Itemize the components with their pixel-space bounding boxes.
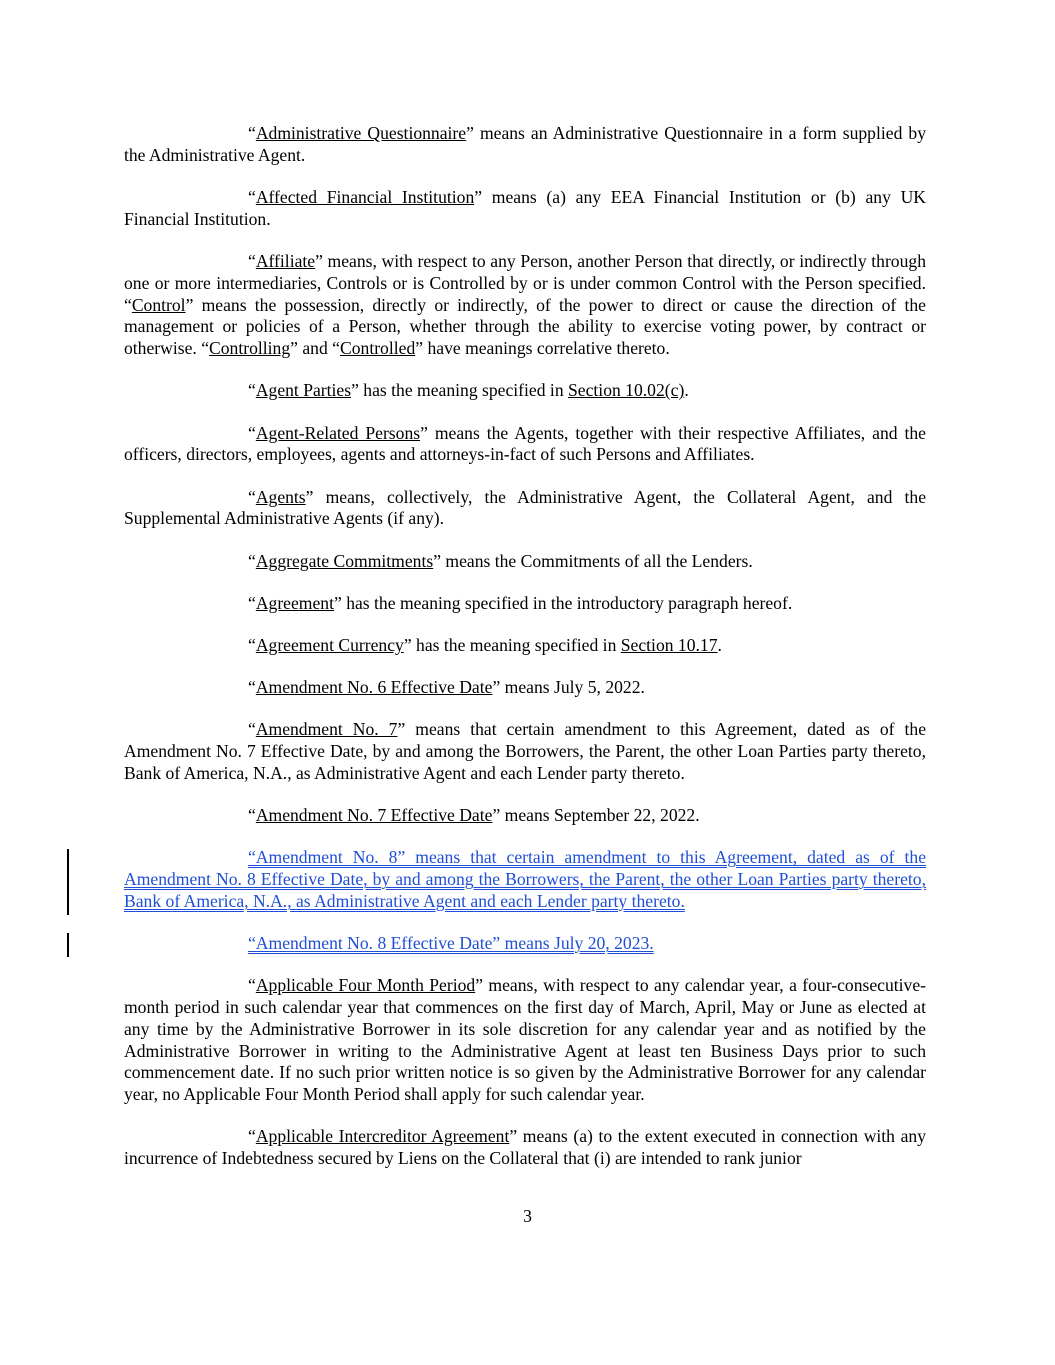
defined-term: Amendment No. 7 Effective Date: [255, 805, 493, 826]
defined-term: Aggregate Commitments: [255, 550, 434, 571]
definition-agreement-currency: “Agreement Currency” has the meaning specified in Section 10.17.: [248, 634, 722, 655]
definition-agreement: “Agreement” has the meaning specified in the introductory paragraph hereof.: [248, 592, 793, 613]
defined-term: Control: [131, 294, 186, 315]
inserted-text: “Amendment No. 8 Effective Date” means July 20, 2023.: [248, 933, 654, 953]
defined-term: Amendment No. 6 Effective Date: [255, 677, 493, 698]
definition-amendment-6-effective-date: “Amendment No. 6 Effective Date” means July 5, 2022.: [248, 677, 645, 698]
defined-term: Applicable Four Month Period: [255, 975, 476, 996]
defined-term: Agents: [255, 486, 306, 507]
inserted-definition-block: [124, 933, 926, 955]
definition-agents: “Agents” means, collectively, the Administrative Agent, the Collateral Agent, and the Supplemental Administrative Agents (if any).: [124, 486, 926, 529]
inserted-definition-block: [124, 847, 926, 912]
defined-term: Agent Parties: [255, 380, 352, 401]
defined-term: Agreement: [255, 592, 334, 613]
defined-term: Affected Financial Institution: [255, 186, 475, 207]
defined-term: Amendment No. 7: [255, 719, 398, 740]
defined-term: Affiliate: [255, 250, 316, 271]
definition-amendment-7: “Amendment No. 7” means that certain amendment to this Agreement, dated as of the Amendment No. 7 Effective Date, by and among the Borrowers, the Parent, the other Loan Parties party thereto, Bank of America, N.A., as Administrative Agent and each Lender party thereto.: [124, 719, 927, 783]
definition-affiliate: “Affiliate” means, with respect to any Person, another Person that directly, or indirectly through one or more intermediaries, Controls or is Controlled by or is under common Control with the Person specified. “Control” means the possession, directly or indirectly, of the power to direct or cause the direction of the management or policies of a Person, whether through the ability to exercise voting power, by contract or otherwise. “Controlling” and “Controlled” have meanings correlative thereto.: [124, 250, 926, 359]
change-bar: [67, 933, 69, 957]
change-bar: [67, 849, 69, 915]
section-reference[interactable]: Section 10.17: [620, 634, 718, 655]
definition-administrative-questionnaire: “Administrative Questionnaire” means an Administrative Questionnaire in a form supplied by the Administrative Agent.: [124, 123, 926, 165]
defined-term: Applicable Intercreditor Agreement: [255, 1126, 510, 1147]
definition-applicable-four-month-period: “Applicable Four Month Period” means, with respect to any calendar year, a four-consecutive-month period in such calendar year that commences on the first day of March, April, May or June as elected at any time by the Administrative Borrower in its sole discretion for any calendar year and as notified by the Administrative Borrower in writing to the Administrative Agent at least ten Business Days prior to such commencement date. If no such prior written notice is so given by the Administrative Borrower for any calendar year, no Applicable Four Month Period shall apply for such calendar year.: [124, 975, 926, 1105]
definition-amendment-8-effective-date: [124, 933, 926, 955]
defined-term: Agreement Currency: [255, 634, 404, 655]
definition-agent-parties: “Agent Parties” has the meaning specified in Section 10.02(c).: [248, 380, 689, 401]
definition-aggregate-commitments: “Aggregate Commitments” means the Commitments of all the Lenders.: [248, 550, 753, 571]
definition-agent-related-persons: “Agent-Related Persons” means the Agents, together with their respective Affiliates, and the officers, directors, employees, agents and attorneys-in-fact of such Persons and Affiliates.: [124, 422, 926, 465]
definition-amendment-7-effective-date: “Amendment No. 7 Effective Date” means September 22, 2022.: [248, 805, 700, 826]
page-number: 3: [523, 1206, 532, 1226]
defined-term: Agent-Related Persons: [255, 422, 421, 443]
defined-term: Controlling: [209, 338, 291, 359]
defined-term: Administrative Questionnaire: [255, 123, 467, 143]
definition-affected-financial-institution: “Affected Financial Institution” means (a) any EEA Financial Institution or (b) any UK Financial Institution.: [124, 186, 926, 229]
definition-amendment-8: [124, 847, 926, 912]
section-reference[interactable]: Section 10.02(c): [568, 380, 685, 401]
document-page: [124, 123, 926, 1170]
inserted-text: “Amendment No. 8” means that certain amendment to this Agreement, dated as of the Amendment No. 8 Effective Date, by and among the Borrowers, the Parent, the other Loan Parties party thereto, Bank of America, N.A., as Administrative Agent and each Lender party thereto.: [124, 847, 926, 911]
defined-term: Controlled: [339, 338, 416, 359]
definition-applicable-intercreditor-agreement: “Applicable Intercreditor Agreement” means (a) to the extent executed in connection with any incurrence of Indebtedness secured by Liens on the Collateral that (i) are intended to rank junior: [124, 1126, 926, 1169]
